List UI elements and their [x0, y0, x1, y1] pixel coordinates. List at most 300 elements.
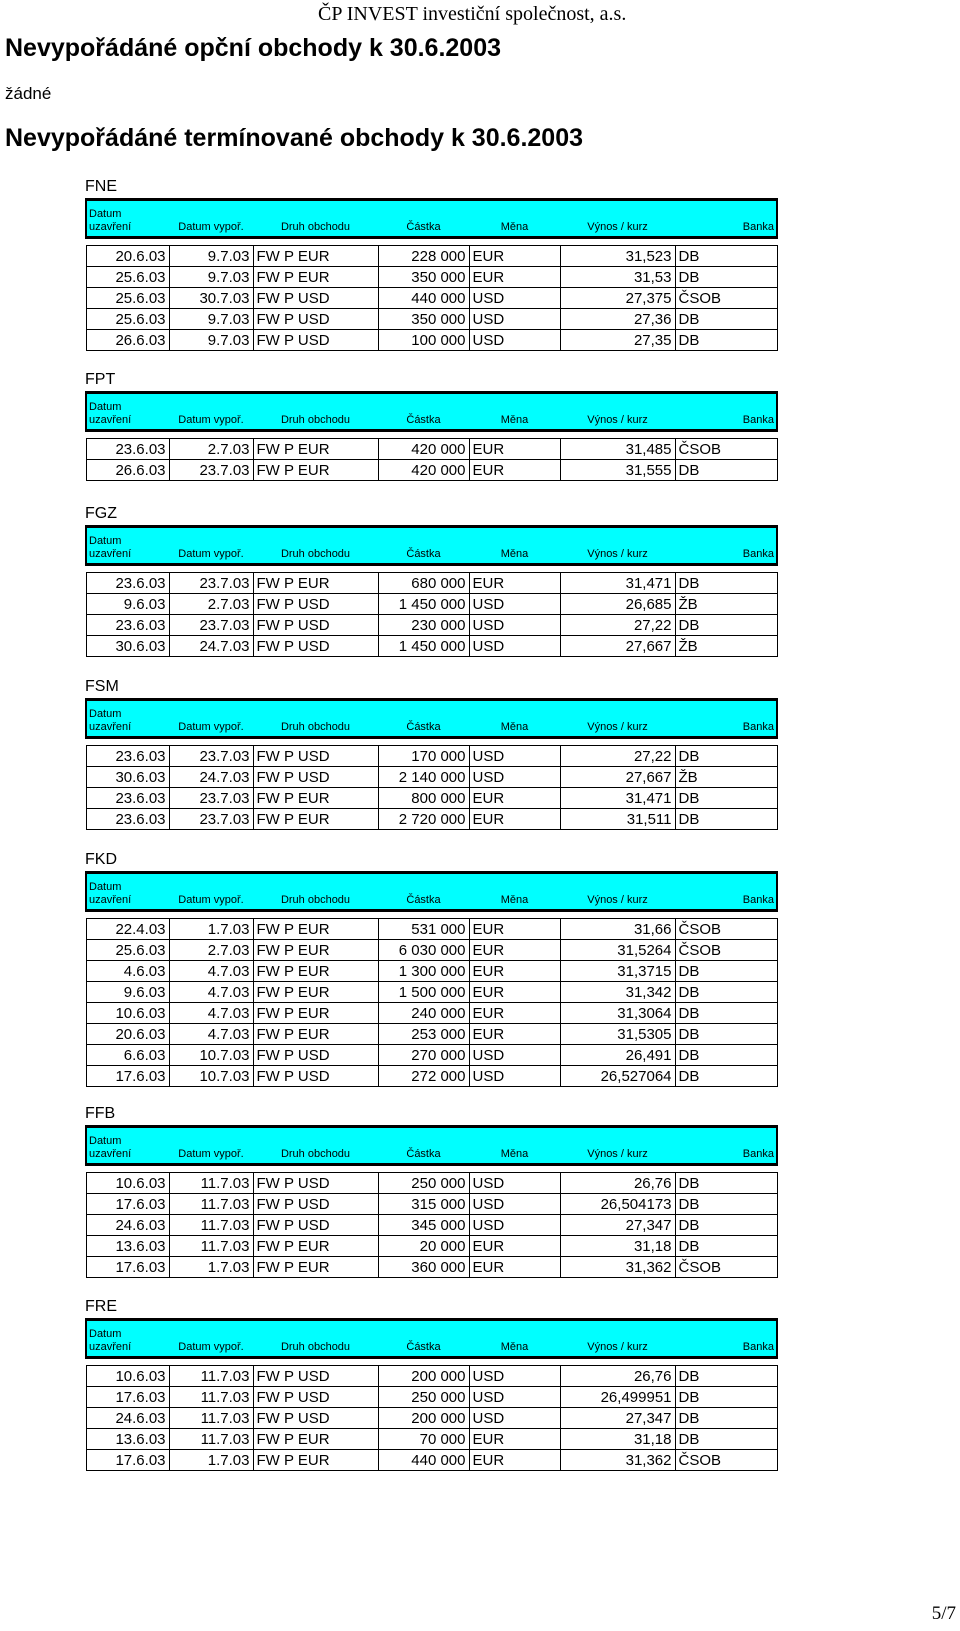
table-row: [86, 1173, 777, 1194]
table-cell: USD: [469, 1215, 560, 1236]
table-cell: FW P EUR: [253, 1450, 378, 1471]
table-cell: 10.7.03: [169, 1066, 253, 1087]
table-header-row: [86, 527, 777, 565]
table-cell: 26,504173: [560, 1194, 675, 1215]
table-cell: FW P USD: [253, 767, 378, 788]
table-cell: ŽB: [675, 594, 777, 615]
column-header: Druh obchodu: [253, 1127, 378, 1165]
column-header: Měna: [469, 527, 560, 565]
table-cell: 9.7.03: [169, 309, 253, 330]
section-label: FGZ: [85, 505, 117, 522]
table-row: [86, 746, 777, 767]
table-cell: 24.7.03: [169, 636, 253, 657]
table-cell: 360 000: [378, 1257, 469, 1278]
trades-table: [85, 698, 778, 830]
table-header-row: [86, 1320, 777, 1358]
table-cell: 200 000: [378, 1366, 469, 1387]
column-header: Částka: [378, 873, 469, 911]
table-cell: 9.7.03: [169, 267, 253, 288]
column-header: Datum vypoř.: [169, 1320, 253, 1358]
column-header: Druh obchodu: [253, 393, 378, 431]
table-row: [86, 982, 777, 1003]
table-cell: DB: [675, 1366, 777, 1387]
column-header: Datum vypoř.: [169, 1127, 253, 1165]
table-cell: USD: [469, 1194, 560, 1215]
table-cell: 31,5305: [560, 1024, 675, 1045]
table-row: [86, 1066, 777, 1087]
table-cell: 4.7.03: [169, 1003, 253, 1024]
column-header: Měna: [469, 1320, 560, 1358]
table-cell: EUR: [469, 573, 560, 594]
table-row: [86, 460, 777, 481]
table-cell: ČSOB: [675, 1450, 777, 1471]
table-cell: DB: [675, 1066, 777, 1087]
table-cell: DB: [675, 809, 777, 830]
table-cell: FW P EUR: [253, 788, 378, 809]
table-cell: 27,36: [560, 309, 675, 330]
table-cell: DB: [675, 982, 777, 1003]
table-cell: EUR: [469, 788, 560, 809]
column-header: Měna: [469, 873, 560, 911]
table-cell: FW P USD: [253, 330, 378, 351]
table-row: [86, 1003, 777, 1024]
column-header: Banka: [675, 200, 777, 238]
column-header: Banka: [675, 393, 777, 431]
table-cell: EUR: [469, 460, 560, 481]
column-header: Částka: [378, 1127, 469, 1165]
table-cell: 31,511: [560, 809, 675, 830]
column-header: Datum vypoř.: [169, 393, 253, 431]
table-cell: EUR: [469, 1024, 560, 1045]
table-cell: 17.6.03: [86, 1194, 169, 1215]
table-cell: 30.7.03: [169, 288, 253, 309]
table-cell: 26,527064: [560, 1066, 675, 1087]
table-cell: FW P USD: [253, 1215, 378, 1236]
table-cell: 31,471: [560, 573, 675, 594]
table-cell: 800 000: [378, 788, 469, 809]
column-header: Druh obchodu: [253, 200, 378, 238]
column-header: Výnos / kurz: [560, 873, 675, 911]
table-cell: ČSOB: [675, 919, 777, 940]
options-title: Nevypořádáné opční obchody k 30.6.2003: [5, 34, 502, 62]
table-cell: 440 000: [378, 1450, 469, 1471]
section-fne: [85, 176, 776, 351]
table-cell: 20.6.03: [86, 1024, 169, 1045]
table-cell: DB: [675, 746, 777, 767]
table-cell: 25.6.03: [86, 288, 169, 309]
table-cell: 31,53: [560, 267, 675, 288]
column-header: Datum uzavření: [86, 873, 169, 911]
table-cell: 31,18: [560, 1236, 675, 1257]
table-cell: 26.6.03: [86, 330, 169, 351]
column-header: Měna: [469, 1127, 560, 1165]
column-header: Výnos / kurz: [560, 200, 675, 238]
table-cell: 9.6.03: [86, 594, 169, 615]
column-header: Datum vypoř.: [169, 873, 253, 911]
table-cell: DB: [675, 1173, 777, 1194]
table-cell: USD: [469, 1408, 560, 1429]
table-cell: USD: [469, 309, 560, 330]
table-cell: 20.6.03: [86, 246, 169, 267]
column-header: Banka: [675, 873, 777, 911]
table-row: [86, 1024, 777, 1045]
column-header: Částka: [378, 700, 469, 738]
table-row: [86, 636, 777, 657]
table-row: [86, 594, 777, 615]
table-cell: 4.7.03: [169, 982, 253, 1003]
table-cell: FW P EUR: [253, 439, 378, 460]
table-row: [86, 1045, 777, 1066]
table-cell: ŽB: [675, 767, 777, 788]
column-header: Částka: [378, 1320, 469, 1358]
table-cell: 13.6.03: [86, 1236, 169, 1257]
table-cell: 31,555: [560, 460, 675, 481]
table-header-row: [86, 200, 777, 238]
table-cell: DB: [675, 460, 777, 481]
table-cell: FW P USD: [253, 594, 378, 615]
table-cell: USD: [469, 1045, 560, 1066]
table-cell: 23.7.03: [169, 788, 253, 809]
column-header: Druh obchodu: [253, 1320, 378, 1358]
table-cell: FW P EUR: [253, 573, 378, 594]
table-header-row: [86, 393, 777, 431]
table-row: [86, 439, 777, 460]
table-cell: USD: [469, 1366, 560, 1387]
table-cell: FW P USD: [253, 1408, 378, 1429]
table-cell: 23.6.03: [86, 573, 169, 594]
column-header: Druh obchodu: [253, 873, 378, 911]
table-cell: FW P EUR: [253, 460, 378, 481]
table-cell: 11.7.03: [169, 1429, 253, 1450]
table-row: [86, 330, 777, 351]
table-cell: 27,667: [560, 636, 675, 657]
column-header: Datum vypoř.: [169, 527, 253, 565]
table-cell: 230 000: [378, 615, 469, 636]
table-cell: 11.7.03: [169, 1173, 253, 1194]
table-cell: 240 000: [378, 1003, 469, 1024]
table-cell: DB: [675, 961, 777, 982]
table-cell: 31,3064: [560, 1003, 675, 1024]
table-row: [86, 1194, 777, 1215]
table-cell: FW P USD: [253, 615, 378, 636]
table-cell: 20 000: [378, 1236, 469, 1257]
table-cell: FW P USD: [253, 1173, 378, 1194]
table-cell: EUR: [469, 940, 560, 961]
table-cell: 23.6.03: [86, 809, 169, 830]
trades-table: [85, 391, 778, 481]
table-cell: 27,375: [560, 288, 675, 309]
table-cell: 25.6.03: [86, 309, 169, 330]
table-cell: DB: [675, 246, 777, 267]
table-cell: DB: [675, 1024, 777, 1045]
table-cell: 250 000: [378, 1173, 469, 1194]
table-cell: 24.7.03: [169, 767, 253, 788]
table-cell: 6.6.03: [86, 1045, 169, 1066]
column-header: Datum vypoř.: [169, 200, 253, 238]
column-header: Částka: [378, 200, 469, 238]
table-cell: FW P USD: [253, 636, 378, 657]
column-header: Měna: [469, 700, 560, 738]
column-header: Částka: [378, 527, 469, 565]
table-cell: 26,491: [560, 1045, 675, 1066]
table-row: [86, 573, 777, 594]
table-cell: 27,347: [560, 1408, 675, 1429]
table-cell: 23.7.03: [169, 746, 253, 767]
table-cell: 27,22: [560, 746, 675, 767]
table-cell: DB: [675, 1003, 777, 1024]
table-row: [86, 1215, 777, 1236]
table-row: [86, 1387, 777, 1408]
table-cell: 23.6.03: [86, 615, 169, 636]
table-row: [86, 788, 777, 809]
table-row: [86, 940, 777, 961]
table-cell: EUR: [469, 1003, 560, 1024]
column-header: Výnos / kurz: [560, 393, 675, 431]
column-header: Měna: [469, 393, 560, 431]
table-cell: FW P EUR: [253, 919, 378, 940]
table-cell: 11.7.03: [169, 1215, 253, 1236]
table-cell: USD: [469, 636, 560, 657]
table-cell: 31,485: [560, 439, 675, 460]
table-cell: FW P USD: [253, 1387, 378, 1408]
table-cell: 25.6.03: [86, 940, 169, 961]
table-cell: 4.6.03: [86, 961, 169, 982]
table-cell: 11.7.03: [169, 1236, 253, 1257]
table-cell: DB: [675, 1408, 777, 1429]
table-cell: 2 140 000: [378, 767, 469, 788]
table-cell: DB: [675, 1194, 777, 1215]
table-cell: USD: [469, 1387, 560, 1408]
table-cell: 31,523: [560, 246, 675, 267]
table-cell: 270 000: [378, 1045, 469, 1066]
trades-table: [85, 525, 778, 657]
column-header: Měna: [469, 200, 560, 238]
table-cell: ČSOB: [675, 439, 777, 460]
column-header: Banka: [675, 527, 777, 565]
table-cell: 345 000: [378, 1215, 469, 1236]
table-cell: 31,362: [560, 1450, 675, 1471]
table-row: [86, 767, 777, 788]
table-cell: 228 000: [378, 246, 469, 267]
table-cell: 31,471: [560, 788, 675, 809]
column-header: Datum uzavření: [86, 527, 169, 565]
section-label: FFB: [85, 1105, 116, 1122]
table-row: [86, 809, 777, 830]
trades-table: [85, 1318, 778, 1471]
table-cell: 17.6.03: [86, 1387, 169, 1408]
column-header: Datum uzavření: [86, 700, 169, 738]
column-header: Datum uzavření: [86, 1320, 169, 1358]
table-cell: 17.6.03: [86, 1257, 169, 1278]
column-header: Datum uzavření: [86, 200, 169, 238]
table-cell: 420 000: [378, 439, 469, 460]
table-cell: 31,3715: [560, 961, 675, 982]
column-header: Datum vypoř.: [169, 700, 253, 738]
table-cell: 100 000: [378, 330, 469, 351]
table-cell: 9.7.03: [169, 330, 253, 351]
column-header: Druh obchodu: [253, 700, 378, 738]
column-header: Datum uzavření: [86, 393, 169, 431]
table-cell: 1 300 000: [378, 961, 469, 982]
table-cell: 250 000: [378, 1387, 469, 1408]
table-cell: FW P EUR: [253, 940, 378, 961]
table-cell: 9.7.03: [169, 246, 253, 267]
table-cell: 350 000: [378, 309, 469, 330]
table-cell: 531 000: [378, 919, 469, 940]
table-cell: 1 450 000: [378, 636, 469, 657]
column-header: Datum uzavření: [86, 1127, 169, 1165]
table-row: [86, 246, 777, 267]
table-cell: ŽB: [675, 636, 777, 657]
table-cell: 31,342: [560, 982, 675, 1003]
table-cell: 440 000: [378, 288, 469, 309]
table-cell: 2.7.03: [169, 940, 253, 961]
company-header: ČP INVEST investiční společnost, a.s.: [318, 3, 627, 25]
table-row: [86, 1429, 777, 1450]
table-cell: 31,18: [560, 1429, 675, 1450]
section-label: FKD: [85, 851, 117, 868]
table-cell: 2 720 000: [378, 809, 469, 830]
section-fkd: [85, 849, 776, 1087]
table-cell: FW P EUR: [253, 809, 378, 830]
table-cell: 23.7.03: [169, 809, 253, 830]
table-cell: 1.7.03: [169, 919, 253, 940]
table-cell: ČSOB: [675, 1257, 777, 1278]
table-cell: EUR: [469, 961, 560, 982]
table-cell: EUR: [469, 1257, 560, 1278]
table-cell: USD: [469, 330, 560, 351]
table-cell: EUR: [469, 1236, 560, 1257]
column-header: Banka: [675, 700, 777, 738]
section-label: FNE: [85, 178, 117, 195]
table-cell: EUR: [469, 809, 560, 830]
column-header: Částka: [378, 393, 469, 431]
table-cell: FW P EUR: [253, 1003, 378, 1024]
table-cell: FW P USD: [253, 1366, 378, 1387]
section-label: FRE: [85, 1298, 117, 1315]
table-cell: FW P EUR: [253, 982, 378, 1003]
table-cell: USD: [469, 746, 560, 767]
table-cell: 10.6.03: [86, 1366, 169, 1387]
table-cell: DB: [675, 1045, 777, 1066]
table-row: [86, 1257, 777, 1278]
table-cell: 200 000: [378, 1408, 469, 1429]
table-cell: DB: [675, 615, 777, 636]
table-cell: FW P EUR: [253, 1257, 378, 1278]
table-cell: 70 000: [378, 1429, 469, 1450]
table-cell: DB: [675, 573, 777, 594]
table-cell: 23.7.03: [169, 573, 253, 594]
table-row: [86, 1408, 777, 1429]
table-cell: ČSOB: [675, 288, 777, 309]
column-header: Banka: [675, 1320, 777, 1358]
table-cell: EUR: [469, 439, 560, 460]
table-cell: FW P USD: [253, 1045, 378, 1066]
table-cell: 4.7.03: [169, 961, 253, 982]
table-cell: 680 000: [378, 573, 469, 594]
table-cell: 23.6.03: [86, 788, 169, 809]
table-cell: 30.6.03: [86, 767, 169, 788]
forwards-title: Nevypořádáné termínované obchody k 30.6.2003: [5, 124, 584, 152]
table-cell: 1 450 000: [378, 594, 469, 615]
column-header: Druh obchodu: [253, 527, 378, 565]
table-cell: FW P USD: [253, 288, 378, 309]
table-cell: 22.4.03: [86, 919, 169, 940]
section-fgz: [85, 503, 776, 657]
table-cell: DB: [675, 1387, 777, 1408]
table-row: [86, 267, 777, 288]
table-cell: USD: [469, 288, 560, 309]
table-header-row: [86, 700, 777, 738]
trades-table: [85, 871, 778, 1087]
table-cell: 27,667: [560, 767, 675, 788]
table-cell: EUR: [469, 982, 560, 1003]
section-ffb: [85, 1103, 776, 1278]
table-row: [86, 919, 777, 940]
table-cell: FW P EUR: [253, 1236, 378, 1257]
table-cell: 272 000: [378, 1066, 469, 1087]
options-note: žádné: [5, 84, 52, 103]
table-cell: 27,347: [560, 1215, 675, 1236]
table-cell: 26,685: [560, 594, 675, 615]
table-cell: 31,5264: [560, 940, 675, 961]
table-header-row: [86, 1127, 777, 1165]
table-cell: 23.6.03: [86, 746, 169, 767]
table-cell: USD: [469, 767, 560, 788]
table-cell: USD: [469, 1173, 560, 1194]
table-row: [86, 288, 777, 309]
table-row: [86, 961, 777, 982]
column-header: Výnos / kurz: [560, 1127, 675, 1165]
table-cell: 31,66: [560, 919, 675, 940]
table-cell: FW P USD: [253, 309, 378, 330]
table-cell: 25.6.03: [86, 267, 169, 288]
table-cell: FW P USD: [253, 746, 378, 767]
table-cell: 17.6.03: [86, 1066, 169, 1087]
table-cell: DB: [675, 267, 777, 288]
section-fpt: [85, 369, 776, 481]
table-cell: 13.6.03: [86, 1429, 169, 1450]
page-number: 5/7: [931, 1603, 956, 1624]
table-cell: USD: [469, 615, 560, 636]
column-header: Výnos / kurz: [560, 527, 675, 565]
table-cell: 1 500 000: [378, 982, 469, 1003]
table-cell: 30.6.03: [86, 636, 169, 657]
table-cell: 27,22: [560, 615, 675, 636]
table-row: [86, 1450, 777, 1471]
table-cell: 1.7.03: [169, 1450, 253, 1471]
column-header: Banka: [675, 1127, 777, 1165]
section-label: FPT: [85, 371, 116, 388]
table-cell: EUR: [469, 267, 560, 288]
section-fsm: [85, 676, 776, 830]
table-cell: 2.7.03: [169, 439, 253, 460]
table-cell: 10.6.03: [86, 1173, 169, 1194]
table-cell: 11.7.03: [169, 1194, 253, 1215]
table-cell: 26.6.03: [86, 460, 169, 481]
table-cell: 2.7.03: [169, 594, 253, 615]
table-cell: 24.6.03: [86, 1215, 169, 1236]
table-cell: USD: [469, 1066, 560, 1087]
table-cell: DB: [675, 1236, 777, 1257]
table-row: [86, 1236, 777, 1257]
table-cell: 170 000: [378, 746, 469, 767]
table-cell: 315 000: [378, 1194, 469, 1215]
table-cell: 253 000: [378, 1024, 469, 1045]
table-cell: DB: [675, 788, 777, 809]
table-cell: 1.7.03: [169, 1257, 253, 1278]
table-cell: 4.7.03: [169, 1024, 253, 1045]
